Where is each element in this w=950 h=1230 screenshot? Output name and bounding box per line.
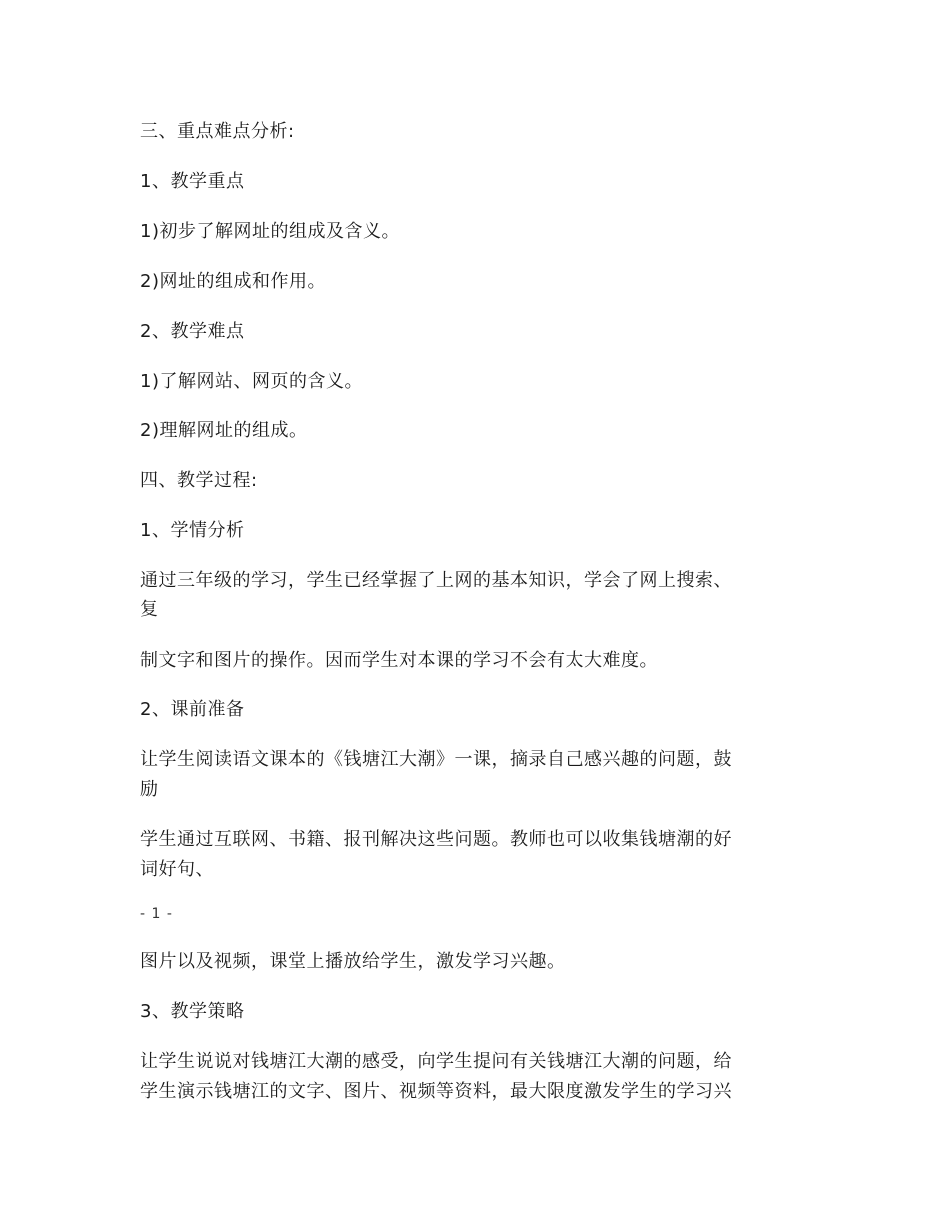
paragraph-line: 1)了解网站、网页的含义。 xyxy=(140,371,363,392)
paragraph-line: 学生演示钱塘江的文字、图片、视频等资料，最大限度激发学生的学习兴 xyxy=(140,1081,732,1102)
page-number: - 1 - xyxy=(140,906,173,922)
paragraph-line: 励 xyxy=(140,779,159,800)
paragraph-line: 学生通过互联网、书籍、报刊解决这些问题。教师也可以收集钱塘潮的好 xyxy=(140,829,732,850)
subheading-preparation: 2、课前准备 xyxy=(140,699,245,720)
subheading-teaching-strategy: 3、教学策略 xyxy=(140,1001,245,1022)
paragraph-line: 图片以及视频，课堂上播放给学生，激发学习兴趣。 xyxy=(140,951,566,972)
paragraph-line: 复 xyxy=(140,599,159,620)
paragraph-line: 让学生说说对钱塘江大潮的感受，向学生提问有关钱塘江大潮的问题，给 xyxy=(140,1051,732,1072)
paragraph-line: 通过三年级的学习，学生已经掌握了上网的基本知识，学会了网上搜索、 xyxy=(140,570,732,591)
section-heading-teaching-process: 四、教学过程: xyxy=(140,470,258,491)
paragraph-line: 2)理解网址的组成。 xyxy=(140,420,308,441)
paragraph-line: 制文字和图片的操作。因而学生对本课的学习不会有太大难度。 xyxy=(140,650,658,671)
paragraph-line: 词好句、 xyxy=(140,859,214,880)
paragraph-line: 1)初步了解网址的组成及含义。 xyxy=(140,221,400,242)
paragraph-line: 让学生阅读语文课本的《钱塘江大潮》一课，摘录自己感兴趣的问题，鼓 xyxy=(140,749,732,770)
section-heading-key-points: 三、重点难点分析: xyxy=(140,121,295,142)
subheading-learner-analysis: 1、学情分析 xyxy=(140,520,245,541)
subheading-teaching-difficulty: 2、教学难点 xyxy=(140,321,245,342)
subheading-teaching-focus: 1、教学重点 xyxy=(140,171,245,192)
paragraph-line: 2)网址的组成和作用。 xyxy=(140,271,326,292)
